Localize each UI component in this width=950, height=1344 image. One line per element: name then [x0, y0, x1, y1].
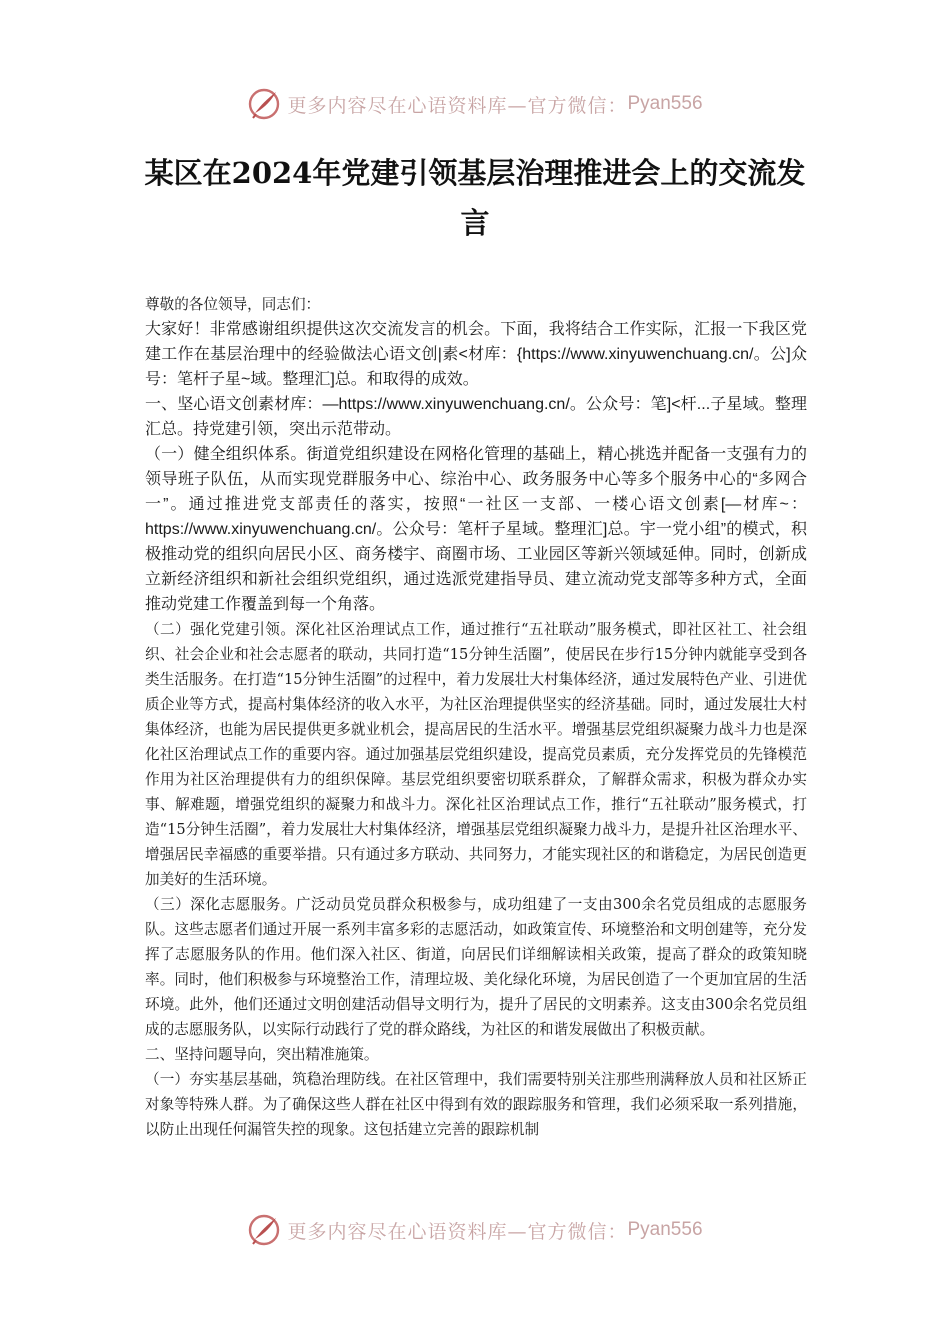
quill-circle-icon	[247, 1213, 281, 1247]
paragraph-1-2: （二）强化党建引领。深化社区治理试点工作，通过推行“五社联动”服务模式，即社区社工、社会组织、社会企业和社会志愿者的联动，共同打造“15分钟生活圈”，使居民在步行15分钟内就能享受到各类生活服务。在打造“15分钟生活圈”的过程中，着力发展壮大村集体经济，通过发展特色产业、引进优质企业等方式，提高村集体经济的收入水平，为社区治理提供坚实的经济基础。同时，通过发展壮大村集体经济，也能为居民提供更多就业机会，提高居民的生活水平。增强基层党组织凝聚力战斗力也是深化社区治理试点工作的重要内容。通过加强基层党组织建设，提高党员素质，充分发挥党员的先锋模范作用为社区治理提供有力的组织保障。基层党组织要密切联系群众，了解群众需求，积极为群众办实事、解难题，增强党组织的凝聚力和战斗力。深化社区治理试点工作，推行“五社联动”服务模式，打造“15分钟生活圈”，着力发展壮大村集体经济，增强基层党组织凝聚力战斗力，是提升社区治理水平、增强居民幸福感的重要举措。只有通过多方联动、共同努力，才能实现社区的和谐稳定，为居民创造更加美好的生活环境。	[145, 621, 807, 888]
quill-circle-icon	[247, 87, 281, 121]
paragraph-1-1: （一）健全组织体系。街道党组织建设在网格化管理的基础上，精心挑选并配备一支强有力的领导班子队伍，从而实现党群服务中心、综治中心、政务服务中心等多个服务中心的“多网合一”。通过推进党支部责任的落实，按照“一社区一支部、一楼心语文创素[—材库~：https://www.xinyuwenchuang.cn/。公众号：笔杆子星域。整理汇]总。宇一党小组”的模式，积极推动党的组织向居民小区、商务楼宇、商圈市场、工业园区等新兴领域延伸。同时，创新成立新经济组织和新社会组织党组织，通过选派党建指导员、建立流动党支部等多种方式，全面推动党建工作覆盖到每一个角落。	[145, 446, 807, 613]
banner-text: 更多内容尽在心语资料库—官方微信：	[287, 1220, 628, 1243]
salutation: 尊敬的各位领导，同志们：	[145, 296, 321, 313]
watermark-banner-top	[0, 82, 950, 126]
paragraph-2-1: （一）夯实基层基础，筑稳治理防线。在社区管理中，我们需要特别关注那些刑满释放人员和社区矫正对象等特殊人群。为了确保这些人群在社区中得到有效的跟踪服务和管理，我们必须采取一系列措施，以防止出现任何漏管失控的现象。这包括建立完善的跟踪机制	[145, 1071, 807, 1138]
document-body	[145, 292, 807, 1142]
heading-section-2: 二、坚持问题导向，突出精准施策。	[145, 1046, 379, 1063]
banner-text: 更多内容尽在心语资料库—官方微信：	[287, 94, 628, 117]
paragraph-intro: 大家好！非常感谢组织提供这次交流发言的机会。下面，我将结合工作实际，汇报一下我区党建工作在基层治理中的经验做法心语文创|素<材库：{https://www.xinyuwenchuang.cn/。公]众号：笔杆子星~域。整理汇]总。和取得的成效。	[145, 321, 807, 388]
watermark-banner-bottom	[0, 1208, 950, 1252]
banner-wechat-id: Pyan556	[627, 93, 703, 114]
banner-wechat-id: Pyan556	[627, 1219, 703, 1240]
paragraph-1-3: （三）深化志愿服务。广泛动员党员群众积极参与，成功组建了一支由300余名党员组成的志愿服务队。这些志愿者们通过开展一系列丰富多彩的志愿活动，如政策宣传、环境整治和文明创建等，充分发挥了志愿服务队的作用。他们深入社区、街道，向居民们详细解读相关政策，提高了群众的政策知晓率。同时，他们积极参与环境整治工作，清理垃圾、美化绿化环境，为居民创造了一个更加宜居的生活环境。此外，他们还通过文明创建活动倡导文明行为，提升了居民的文明素养。这支由300余名党员组成的志愿服务队，以实际行动践行了党的群众路线，为社区的和谐发展做出了积极贡献。	[145, 896, 807, 1038]
heading-section-1: 一、坚心语文创素材库：—https://www.xinyuwenchuang.cn/。公众号：笔]<杆...子星域。整理汇总。持党建引领，突出示范带动。	[145, 396, 807, 438]
document-title: 某区在2024年党建引领基层治理推进会上的交流发言	[144, 156, 806, 240]
